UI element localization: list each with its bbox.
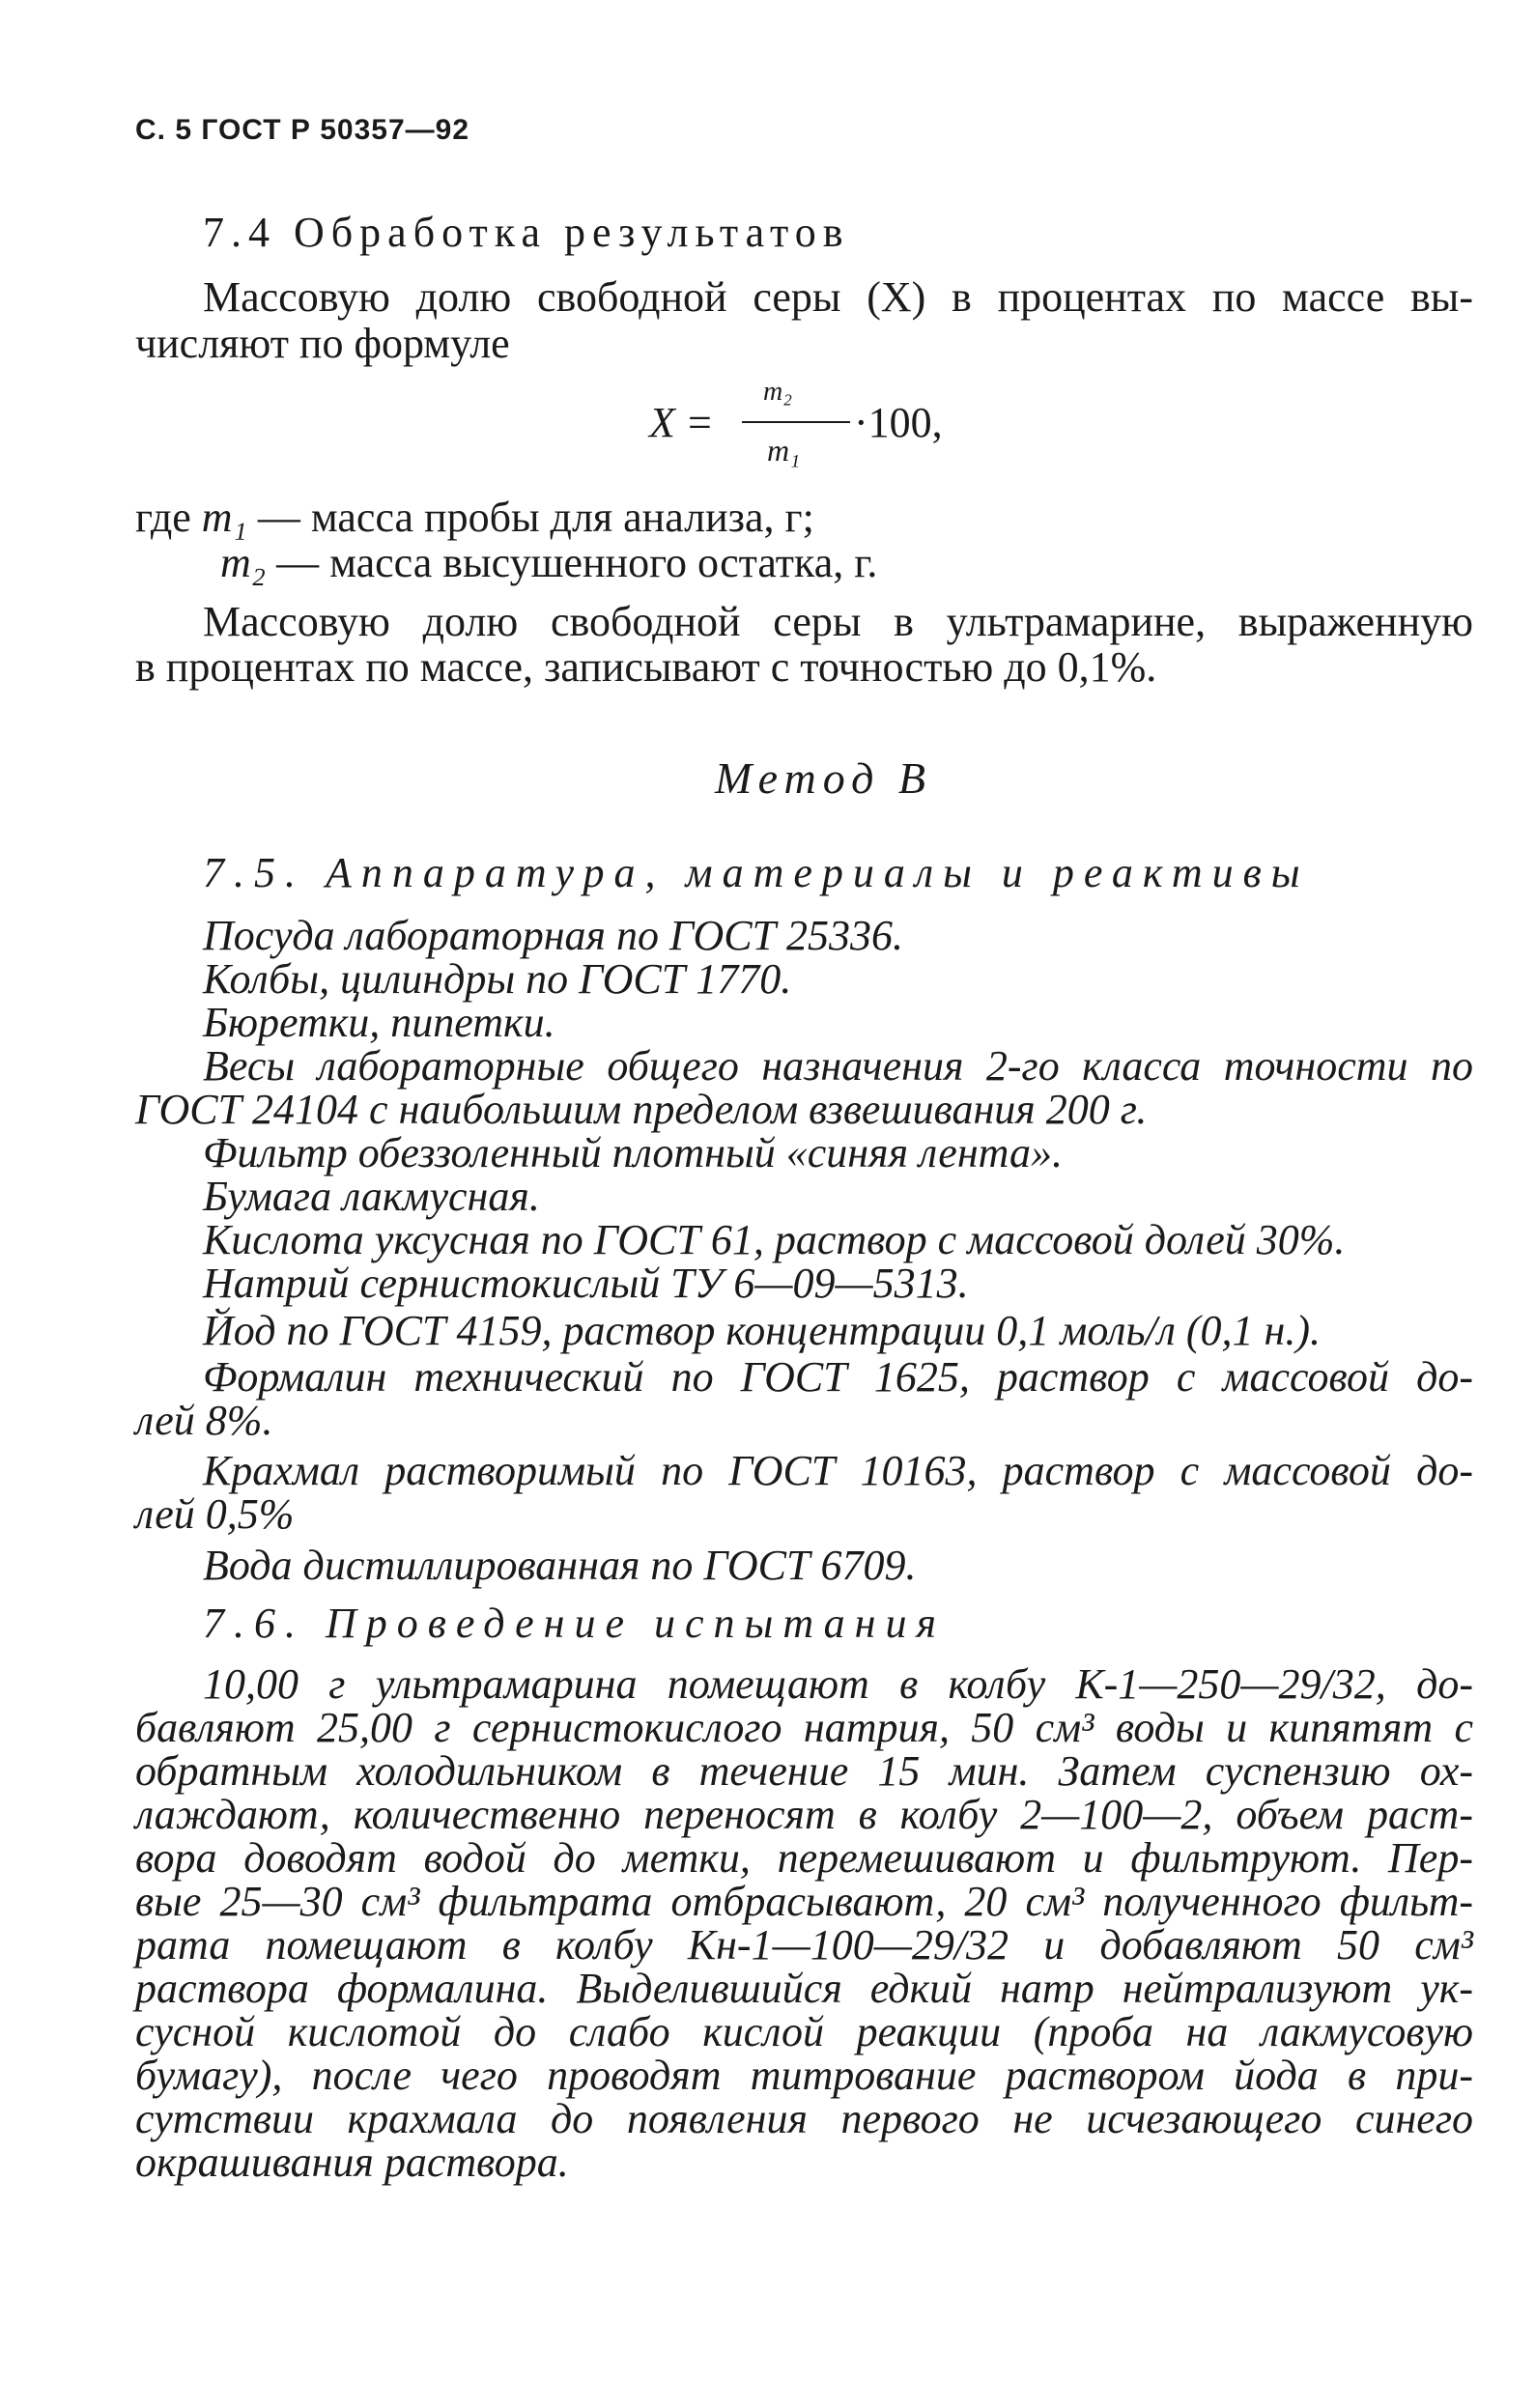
equipment-line: Вода дистиллированная по ГОСТ 6709. — [203, 1542, 917, 1589]
where-text-1: — масса пробы для анализа, г; — [257, 494, 814, 541]
where-prefix: где — [135, 494, 191, 541]
formula-denominator: m₁ — [767, 433, 801, 467]
intro-line-1: Массовую долю свободной серы (X) в процентах по массе вы- — [203, 273, 1473, 321]
equipment-line: лей 8%. — [135, 1397, 273, 1444]
formula-numerator: m₂ — [763, 377, 792, 407]
where-symbol-m2: m₂ — [220, 539, 267, 586]
equipment-line: Посуда лабораторная по ГОСТ 25336. — [203, 912, 904, 959]
procedure-line: вора доводят водой до метки, перемешивают и фильтруют. Пер- — [135, 1834, 1473, 1882]
equipment-line: Фильтр обеззоленный плотный «синяя лента». — [203, 1129, 1063, 1176]
equipment-line: Колбы, цилиндры по ГОСТ 1770. — [203, 955, 792, 1003]
procedure-line: бавляют 25,00 г сернистокислого натрия, 50 см³ воды и кипятят с — [135, 1704, 1473, 1751]
procedure-line: рата помещают в колбу Кн-1—100—29/32 и добавляют 50 см³ — [135, 1921, 1473, 1969]
section-7-6-heading: 7.6. Проведение испытания — [203, 1600, 946, 1647]
page-header: С. 5 ГОСТ Р 50357—92 — [135, 114, 470, 146]
equipment-line: Йод по ГОСТ 4159, раствор концентрации 0,1 моль/л (0,1 н.). — [203, 1307, 1322, 1354]
procedure-line: лаждают, количественно переносят в колбу 2—100—2, объем раст- — [135, 1791, 1473, 1838]
formula-lhs: X — [649, 399, 675, 446]
procedure-line: вые 25—30 см³ фильтрата отбрасывают, 20 см³ полученного фильт- — [135, 1878, 1473, 1925]
formula-equals: = — [688, 399, 712, 446]
where-line-1 — [135, 493, 814, 543]
equipment-line: Натрий сернистокислый ТУ 6—09—5313. — [203, 1260, 969, 1307]
formula-multiplier: ·100, — [854, 399, 943, 446]
equipment-line: ГОСТ 24104 с наибольшим пределом взвешивания 200 г. — [135, 1086, 1148, 1133]
formula — [649, 377, 958, 483]
section-7-5-heading: 7.5. Аппаратура, материалы и реактивы — [203, 849, 1310, 896]
equipment-line: Кислота уксусная по ГОСТ 61, раствор с массовой долей 30%. — [203, 1216, 1346, 1263]
method-title: Метод В — [715, 753, 932, 803]
procedure-line: 10,00 г ультрамарина помещают в колбу К-1—250—29/32, до- — [203, 1660, 1473, 1708]
procedure-line: бумагу), после чего проводят титрование раствором йода в при- — [135, 2052, 1473, 2099]
where-symbol-m1: m₁ — [201, 494, 247, 541]
procedure-line: обратным холодильником в течение 15 мин. Затем суспензию ох- — [135, 1747, 1473, 1795]
equipment-line: Весы лабораторные общего назначения 2-го класса точности по — [203, 1042, 1473, 1090]
equipment-line: Крахмал растворимый по ГОСТ 10163, раствор с массовой до- — [203, 1447, 1473, 1494]
equipment-line: Бумага лакмусная. — [203, 1173, 540, 1220]
equipment-line: лей 0,5% — [135, 1490, 295, 1538]
procedure-line: раствора формалина. Выделившийся едкий натр нейтрализуют ук- — [135, 1965, 1473, 2012]
intro-line-2: числяют по формуле — [135, 320, 510, 367]
result-line-2: в процентах по массе, записывают с точностью до 0,1%. — [135, 643, 1157, 691]
procedure-line: окрашивания раствора. — [135, 2139, 569, 2186]
result-line-1: Массовую долю свободной серы в ультрамарине, выраженную — [203, 598, 1473, 645]
procedure-line: сутствии крахмала до появления первого не исчезающего синего — [135, 2095, 1473, 2142]
section-7-4-heading: 7.4 Обработка результатов — [203, 209, 850, 256]
where-line-2 — [220, 538, 877, 588]
procedure-line: сусной кислотой до слабо кислой реакции (проба на лакмусовую — [135, 2008, 1473, 2055]
fraction-bar — [742, 421, 850, 423]
equipment-line: Бюретки, пипетки. — [203, 999, 555, 1046]
equipment-line: Формалин технический по ГОСТ 1625, раствор с массовой до- — [203, 1353, 1473, 1401]
where-text-2: — масса высушенного остатка, г. — [276, 539, 878, 586]
